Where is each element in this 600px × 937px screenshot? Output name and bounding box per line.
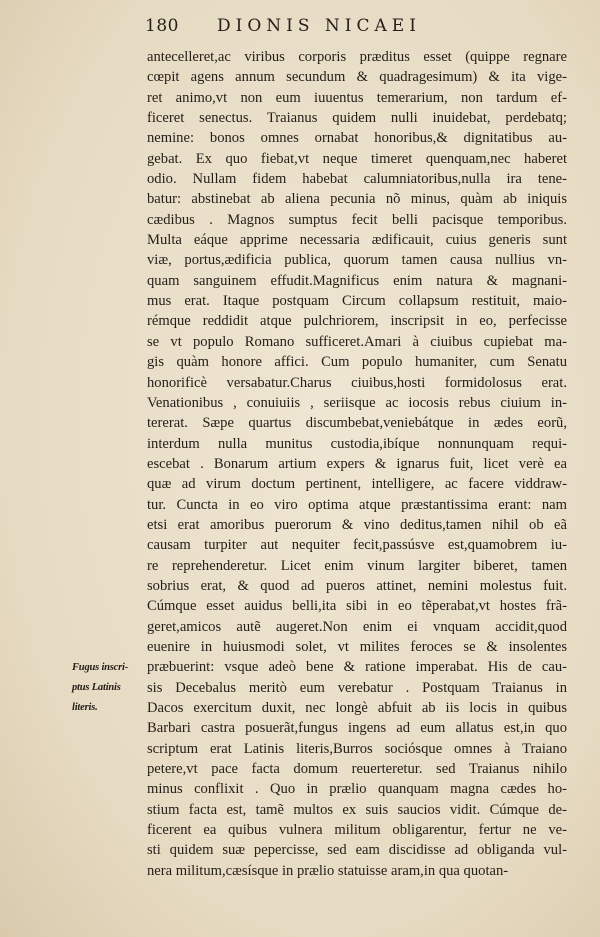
- text-line: etsi erat amoribus puerorum & vino deditus,tamen nihil ob eã: [147, 516, 567, 533]
- marginal-note-line: ptus Latinis: [72, 682, 121, 693]
- text-line: se vt populo Romano sufficeret.Amari à ciuibus cupiebat ma-: [147, 333, 567, 350]
- text-line: quam sanguinem effudit.Magnificus enim natura & magnani-: [147, 272, 567, 289]
- running-head: DIONIS NICAEI: [217, 16, 421, 36]
- body-text: [147, 47, 567, 881]
- text-line: cœpit agens annum secundum & quadragesimum) & ita vige-: [147, 69, 567, 86]
- text-line: rémque reddidit atque pulchriorem, inscripsit in eo, perfecisse: [147, 313, 567, 330]
- text-line: scriptum erat Latinis literis,Burros sociósque omnes à Traiano: [147, 740, 567, 757]
- text-line: tur. Cuncta in eo viro optima atque præstantissima erant: nam: [147, 496, 567, 513]
- text-line: minus conflixit . Quo in prælio quanquam magna cædes ho-: [147, 781, 567, 798]
- text-line: causam turpiter aut nequiter fecit,passúsve est,quamobrem iu-: [147, 537, 567, 554]
- text-line: re reprehenderetur. Licet enim vinum largiter biberet, tamen: [147, 557, 567, 574]
- text-line: mus erat. Itaque postquam Circum collapsum restituit, maio-: [147, 293, 567, 310]
- text-line: Cúmque esset auidus belli,ita sibi in eo tẽperabat,vt hostes frã-: [147, 598, 567, 615]
- text-line: Dacos exercitum duxit, nec longè abfuit ab iis locis in quibus: [147, 700, 567, 716]
- text-line: sobrius erat, & quod ad pueros attinet, nemini molestus fuit.: [147, 577, 567, 594]
- page-number: 180: [145, 16, 179, 36]
- text-line: interdum nulla munitus custodia,ibíque nonnunquam requi-: [147, 435, 567, 452]
- text-line: nera militum,cæsísque in prælio statuisse aram,in qua quotan-: [147, 862, 509, 879]
- text-line: sti quidem suæ pepercisse, sed eam discidisse ad obliganda vul-: [147, 842, 567, 859]
- text-line: cædibus . Magnos sumptus fecit belli pacisque temporibus.: [147, 211, 567, 228]
- text-line: gebat. Ex quo fiebat,vt neque timeret quenquam,nec haberet: [147, 150, 567, 167]
- text-line: odio. Nullam fidem habebat calumniatoribus,nulla ira tene-: [147, 171, 567, 188]
- text-line: præbuerint: vsque adeò bene & ratione imperabat. His de cau-: [147, 659, 567, 676]
- text-line: nemine: bonos omnes ornabat honoribus,& dignitatibus au-: [147, 130, 567, 147]
- text-line: Venationibus , conuiuiis , seriisque ac iocosis rebus ciuium in-: [147, 394, 567, 411]
- text-line: viæ, portus,ædificia publica, quorum tamen causa nullius vn-: [147, 252, 567, 269]
- text-line: quæ ad virum doctum pertinent, intelligere, ac facere viddraw-: [147, 476, 567, 493]
- text-line: gis quàm honore affici. Cum populo humaniter, cum Senatu: [147, 354, 567, 371]
- text-line: escebat . Bonarum artium expers & ignarus fuit, licet verè ea: [147, 455, 567, 472]
- text-line: euenire in huiusmodi solet, vt milites feroces se & insolentes: [147, 638, 567, 655]
- page-header: [145, 14, 575, 44]
- text-line: ficerent ea quibus vulnera militum obligarentur, fertur ne ve-: [147, 822, 567, 839]
- text-line: geret,amicos autẽ augeret.Non enim ei vnquam accidit,quod: [147, 618, 567, 635]
- text-line: batur: abstinebat ab aliena pecunia nõ minus, quàm ab iniquis: [147, 191, 567, 208]
- text-line: petere,vt pace facta domum reuerteretur. sed Traianus nihilo: [147, 761, 567, 778]
- text-line: ret animo,vt non eum iuuentus temerarium, non tardum ef-: [147, 89, 567, 106]
- marginal-note: [72, 658, 144, 718]
- text-line: antecelleret,ac viribus corporis præditus esset (quippe regnare: [147, 49, 567, 65]
- text-line: ficeret senectus. Traianus quidem nulli inuidebat, perdebatq;: [147, 110, 567, 127]
- text-line: Multa eáque apprime necessaria ædificauit, cuius generis sunt: [147, 232, 567, 249]
- text-line: honorificè versabatur.Charus ciuibus,hosti formidolosus erat.: [147, 374, 567, 391]
- text-line: stium facta est, tamẽ multos ex suis saucios vidit. Cúmque de-: [147, 801, 567, 818]
- text-line: tererat. Sæpe quartus discumbebat,veniebátque in ædes eorũ,: [147, 415, 567, 432]
- text-line: sis Decebalus meritò eum verebatur . Postquam Traianus in: [147, 679, 567, 696]
- marginal-note-line: Fugus inscri-: [72, 662, 129, 673]
- text-line: Barbari castra posuerãt,fungus ingens ad eum allatus est,in quo: [147, 720, 567, 737]
- marginal-note-line: literis.: [72, 702, 98, 713]
